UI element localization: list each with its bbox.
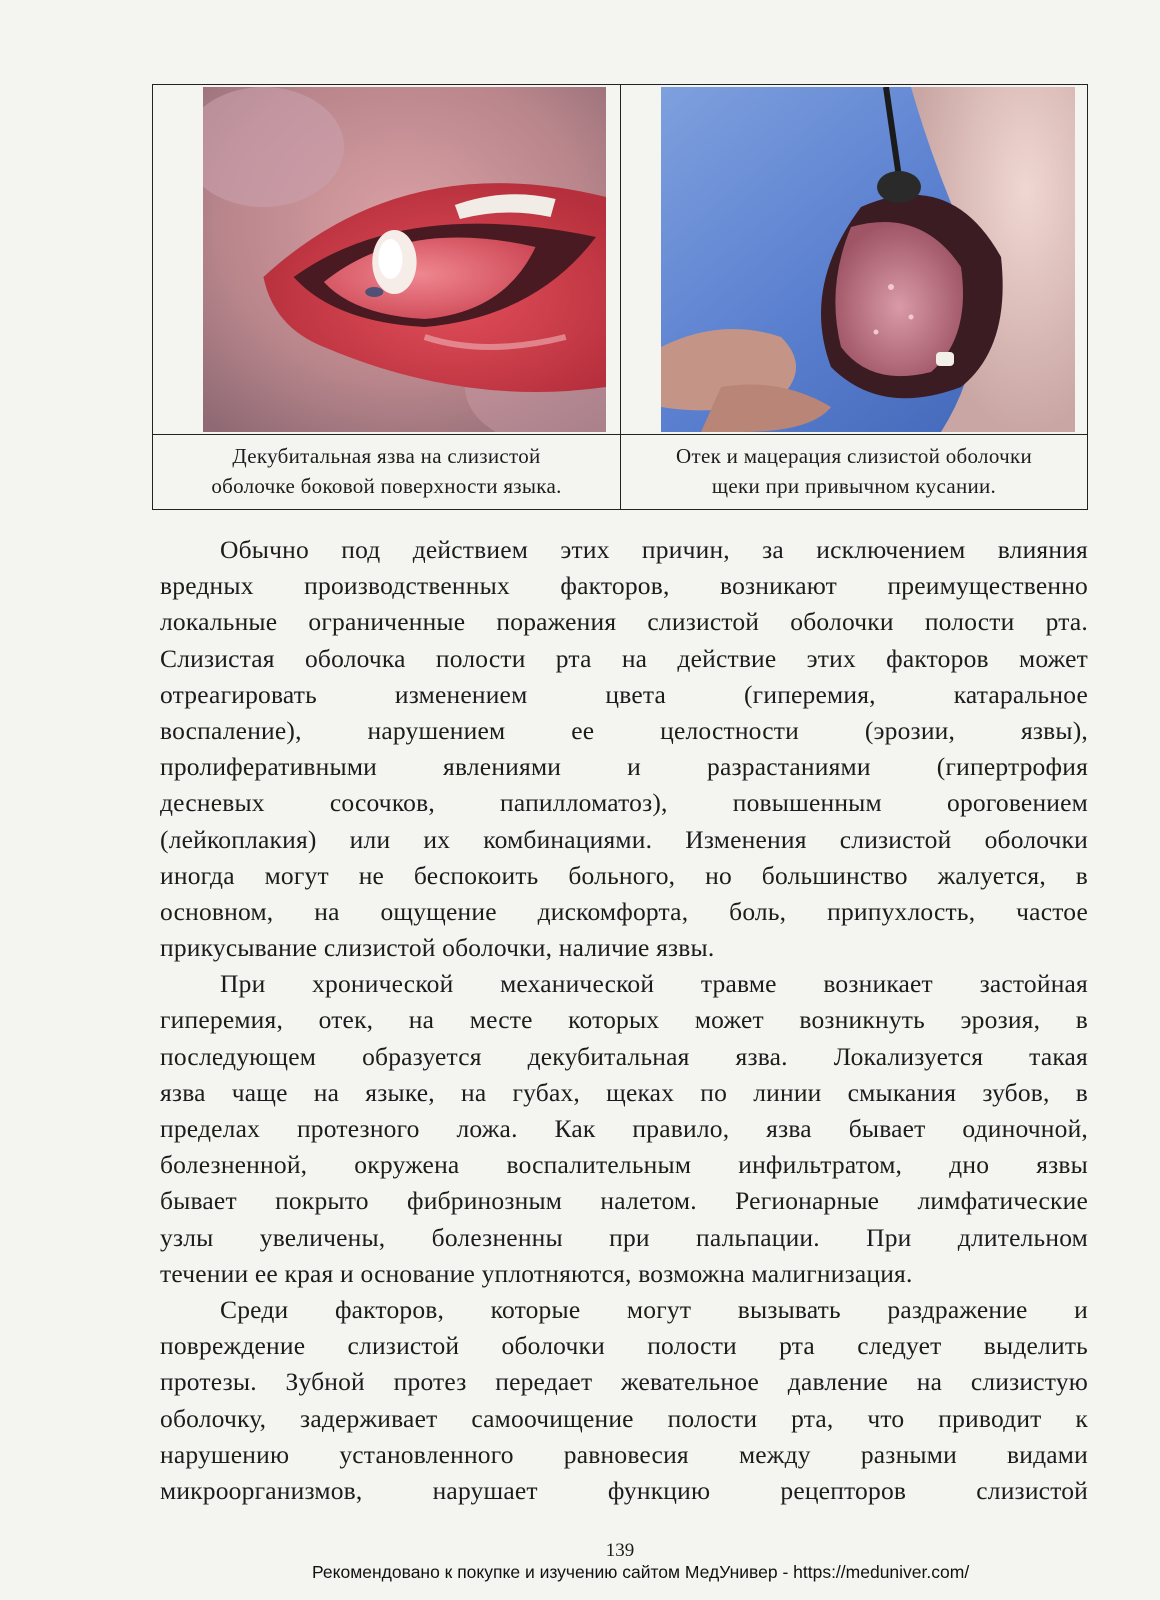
caption-left-line-1: Декубитальная язва на слизистой [232,444,541,468]
text-line: десневых сосочков, папилломатоз), повышенным ороговением [160,788,1088,818]
text-line: отреагировать изменением цвета (гиперемия, катаральное [160,679,1088,709]
body-text [160,532,1088,1509]
footer-recommendation: Рекомендовано к покупке и изучению сайтом МедУнивер - https://meduniver.com/ [312,1562,970,1582]
text-line: Среди факторов, которые могут вызывать раздражение и [220,1294,1088,1324]
text-line: (лейкоплакия) или их комбинациями. Изменения слизистой оболочки [160,824,1088,854]
caption-right [621,434,1087,509]
text-line: воспаление), нарушением ее целостности (эрозии, язвы), [160,715,1088,745]
text-line: болезненной, окружена воспалительным инфильтратом, дно язвы [160,1150,1088,1180]
caption-left-line-2: оболочке боковой поверхности языка. [211,474,562,498]
caption-right-line-2: щеки при привычном кусании. [711,474,997,498]
page-number: 139 [605,1540,635,1561]
text-line: При хронической механической травме возникает застойная [220,969,1088,999]
text-line: узлы увеличены, болезненны при пальпации. При длительном [160,1222,1088,1252]
text-line: последующем образуется декубитальная язва. Локализуется такая [160,1041,1088,1071]
tongue-ulcer-photo [203,87,606,432]
text-line: локальные ограниченные поражения слизистой оболочки полости рта. [160,607,1088,637]
text-line: язва чаще на языке, на губах, щеках по линии смыкания зубов, в [160,1077,1088,1107]
text-line: Слизистая оболочка полости рта на действие этих факторов может [160,643,1088,673]
text-line: протезы. Зубной протез передает жевательное давление на слизистую [160,1367,1088,1397]
figure-left-cell [153,85,621,434]
cheek-edema-illustration [661,87,1075,432]
text-line: оболочку, задерживает самоочищение полости рта, что приводит к [160,1403,1088,1433]
text-line: прикусывание слизистой оболочки, наличие язвы. [160,933,715,963]
text-line: иногда могут не беспокоить больного, но большинство жалуется, в [160,860,1088,890]
text-line: микроорганизмов, нарушает функцию рецепторов слизистой [160,1475,1088,1505]
figure-table [152,84,1088,510]
tongue-ulcer-illustration [203,87,606,432]
cheek-edema-photo [661,87,1075,432]
text-line: Обычно под действием этих причин, за исключением влияния [220,535,1088,564]
text-line: бывает покрыто фибринозным налетом. Регионарные лимфатические [160,1186,1088,1216]
text-line: нарушению установленного равновесия между разными видами [160,1439,1088,1469]
text-line: течении ее края и основание уплотняются, возможна малигнизация. [160,1258,913,1288]
text-line: основном, на ощущение дискомфорта, боль, припухлость, частое [160,896,1088,926]
text-line: пределах протезного ложа. Как правило, язва бывает одиночной, [160,1114,1088,1143]
text-line: гиперемия, отек, на месте которых может возникнуть эрозия, в [160,1005,1088,1035]
caption-right-line-1: Отек и мацерация слизистой оболочки [676,444,1032,468]
caption-left [153,434,621,509]
text-line: пролиферативными явлениями и разрастаниями (гипертрофия [160,752,1088,782]
figure-right-cell [621,85,1089,434]
text-line: повреждение слизистой оболочки полости рта следует выделить [160,1331,1088,1361]
text-line: вредных производственных факторов, возникают преимущественно [160,571,1088,601]
